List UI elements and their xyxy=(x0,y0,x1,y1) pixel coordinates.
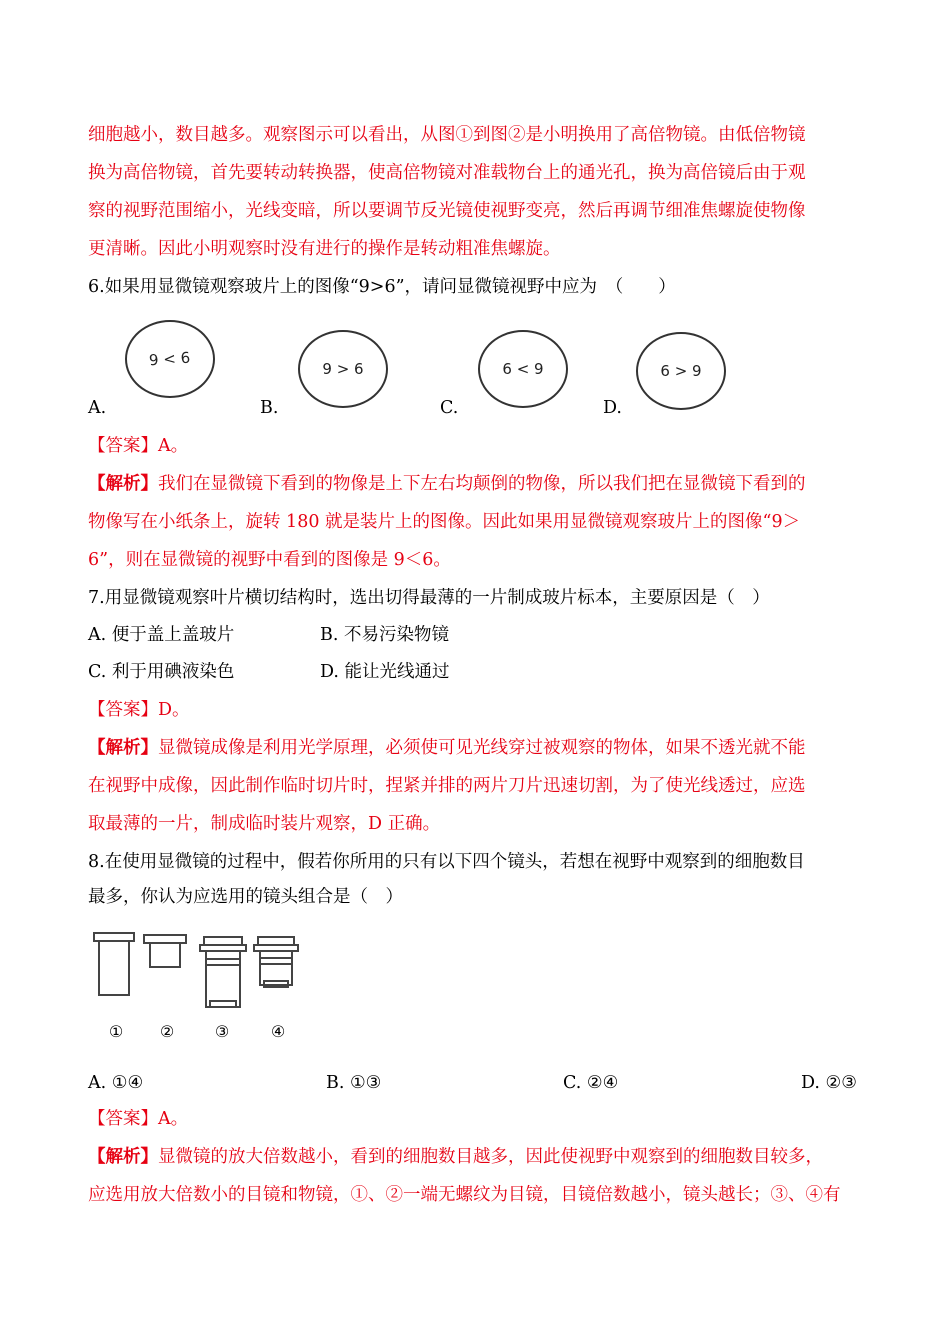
lens-label-1: ① xyxy=(108,1022,124,1041)
q7-option-c: C. 利于用碘液染色 xyxy=(88,662,235,682)
q6-option-d-label: D. xyxy=(603,398,622,418)
q6-option-b-circle xyxy=(298,330,388,408)
prev-analysis-line-4: 更清晰。因此小明观察时没有进行的操作是转动粗准焦螺旋。 xyxy=(88,239,561,259)
q6-option-c-circle xyxy=(478,330,568,408)
q6-analysis-line-3: 6”，则在显微镜的视野中看到的图像是 9＜6。 xyxy=(88,550,451,570)
q8-answer: 【答案】A。 xyxy=(88,1109,189,1129)
q8-option-c: C. ②④ xyxy=(563,1073,619,1093)
q8-analysis-line-2: 应选用放大倍数小的目镜和物镜，①、②一端无螺纹为目镜，目镜倍数越小，镜头越长；③、④有 xyxy=(88,1185,841,1205)
q6-analysis-text: 我们在显微镜下看到的物像是上下左右均颠倒的物像，所以我们把在显微镜下看到的 xyxy=(158,474,806,494)
prev-analysis-line-3: 察的视野范围缩小，光线变暗，所以要调节反光镜使视野变亮，然后再调节细准焦螺旋使物像 xyxy=(88,201,806,221)
q7-analysis-line-1 xyxy=(88,737,806,759)
prev-analysis-line-1: 细胞越小，数目越多。观察图示可以看出，从图①到图②是小明换用了高倍物镜。由低倍物镜 xyxy=(88,125,806,145)
q6-option-b-label: B. xyxy=(260,398,279,418)
q6-option-d-circle xyxy=(636,332,726,410)
q6-option-a-circle xyxy=(125,320,215,398)
lens-label-2: ② xyxy=(159,1022,175,1041)
q6-option-a-text: 9 < 6 xyxy=(148,348,192,370)
lens-label-4: ④ xyxy=(270,1022,286,1041)
q8-stem-line-2: 最多，你认为应选用的镜头组合是（ ） xyxy=(88,887,403,907)
lens-label-3: ③ xyxy=(214,1022,230,1041)
q7-option-b: B. 不易污染物镜 xyxy=(320,625,449,645)
lens-2-eyepiece-short xyxy=(144,935,186,967)
lens-3-objective-long xyxy=(200,937,246,1007)
q6-option-b-text: 9 > 6 xyxy=(322,360,364,378)
q7-answer: 【答案】D。 xyxy=(88,700,190,720)
q6-option-a-label: A. xyxy=(88,398,107,418)
lens-figure xyxy=(88,925,308,1017)
q6-stem: 6.如果用显微镜观察玻片上的图像“9>6”，请问显微镜视野中应为 （ ） xyxy=(88,277,676,297)
lens-4-objective-short xyxy=(254,937,298,987)
q7-option-a: A. 便于盖上盖玻片 xyxy=(88,625,235,645)
q8-stem-line-1: 8.在使用显微镜的过程中，假若你所用的只有以下四个镜头，若想在视野中观察到的细胞数目 xyxy=(88,852,805,872)
q8-analysis-line-1 xyxy=(88,1146,823,1168)
q8-option-d: D. ②③ xyxy=(801,1073,857,1093)
q6-option-c-text: 6 < 9 xyxy=(502,360,544,378)
q8-option-a: A. ①④ xyxy=(88,1073,144,1093)
q8-analysis-text: 显微镜的放大倍数越小，看到的细胞数目越多，因此使视野中观察到的细胞数目较多， xyxy=(158,1147,823,1167)
q7-stem: 7.用显微镜观察叶片横切结构时，选出切得最薄的一片制成玻片标本，主要原因是（ ） xyxy=(88,588,770,608)
q7-analysis-line-2: 在视野中成像，因此制作临时切片时，捏紧并排的两片刀片迅速切割，为了使光线透过，应选 xyxy=(88,776,806,796)
q6-option-d-text: 6 > 9 xyxy=(660,362,702,380)
q7-option-d: D. 能让光线通过 xyxy=(320,662,450,682)
q6-analysis-line-1 xyxy=(88,473,806,495)
q7-analysis-text: 显微镜成像是利用光学原理，必须使可见光线穿过被观察的物体，如果不透光就不能 xyxy=(158,738,806,758)
q7-analysis-tag: 【解析】 xyxy=(88,738,158,758)
prev-analysis-line-2: 换为高倍物镜，首先要转动转换器，使高倍物镜对准载物台上的通光孔，换为高倍镜后由于观 xyxy=(88,163,806,183)
q8-option-b: B. ①③ xyxy=(326,1073,382,1093)
q8-analysis-tag: 【解析】 xyxy=(88,1147,158,1167)
q6-answer: 【答案】A。 xyxy=(88,436,189,456)
q7-analysis-line-3: 取最薄的一片，制成临时装片观察，D 正确。 xyxy=(88,814,441,834)
q6-analysis-tag: 【解析】 xyxy=(88,474,158,494)
q6-option-c-label: C. xyxy=(440,398,459,418)
lens-1-eyepiece-long xyxy=(94,933,134,995)
q6-analysis-line-2: 物像写在小纸条上，旋转 180 就是装片上的图像。因此如果用显微镜观察玻片上的图像“9＞ xyxy=(88,512,801,532)
